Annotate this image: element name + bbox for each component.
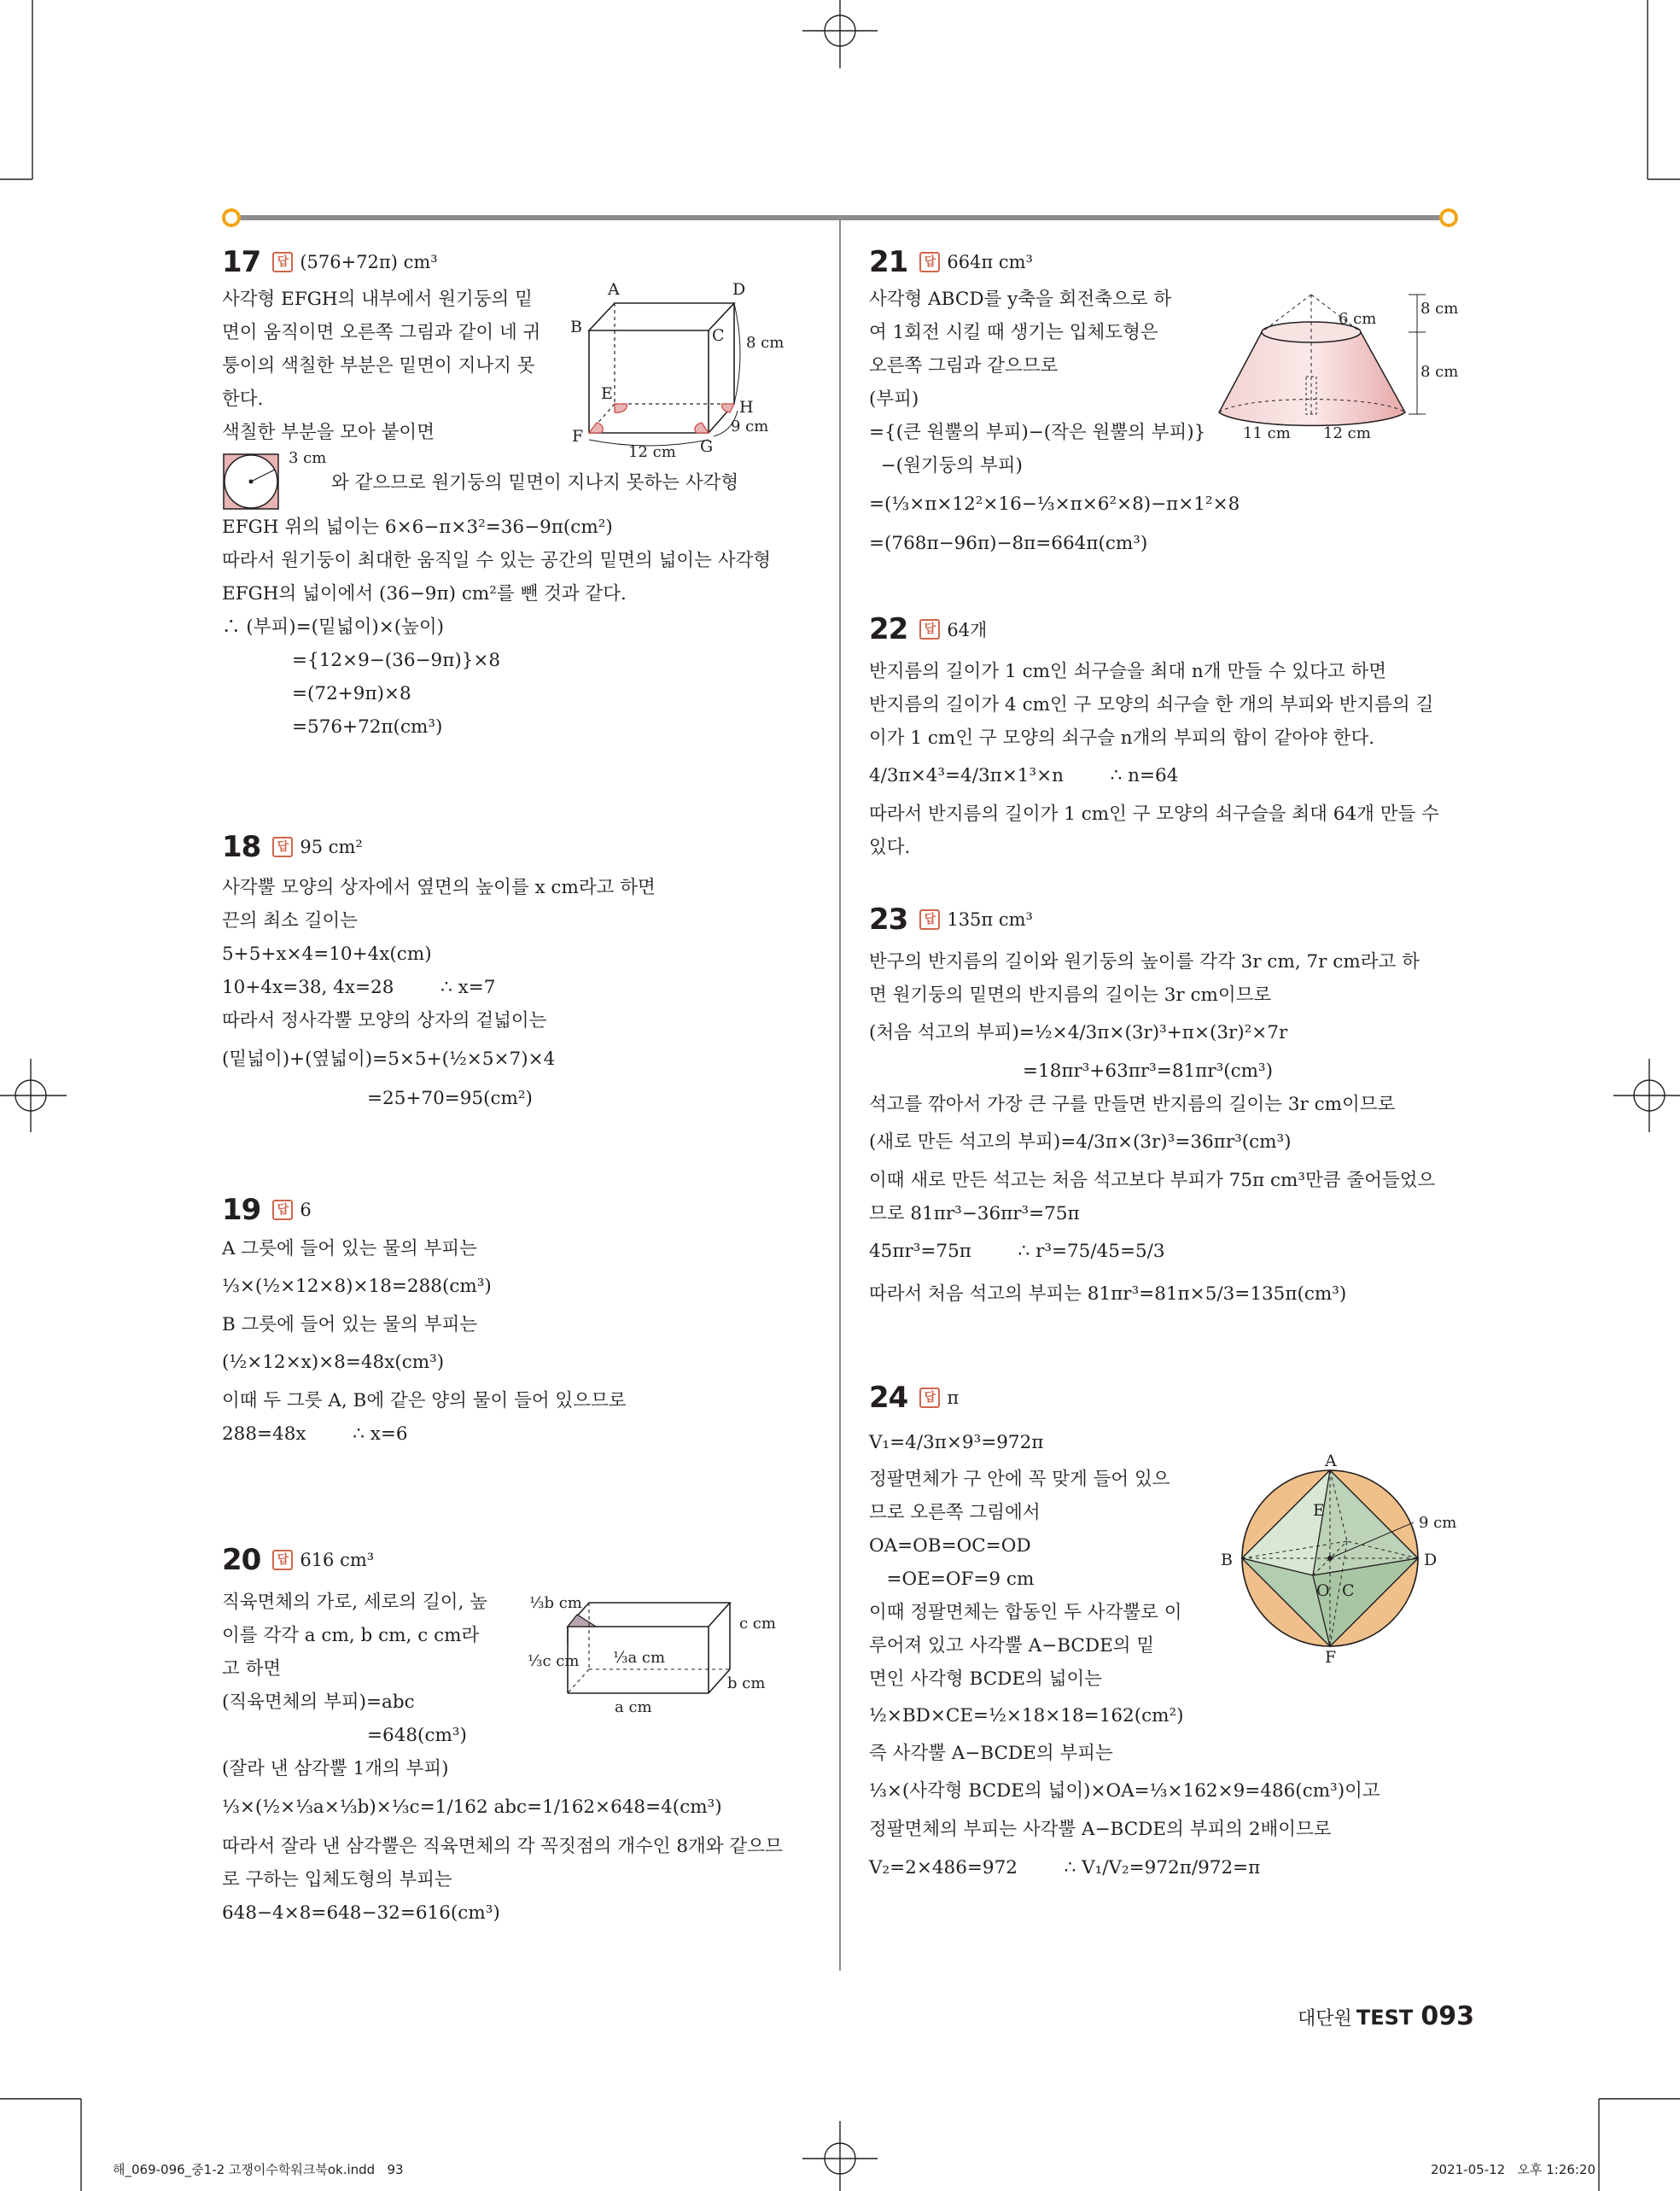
text-line: 면 원기둥의 밑면의 반지름의 길이는 3r cm이므로 bbox=[869, 984, 1272, 1006]
text-line: 퉁이의 색칠한 부분은 밑면이 지나지 못 bbox=[222, 355, 535, 377]
text-line: (처음 석고의 부피)=½×4/3π×(3r)³+π×(3r)²×7r bbox=[869, 1022, 1288, 1043]
answer-text: 664π cm³ bbox=[947, 252, 1033, 272]
text-line: 있다. bbox=[869, 837, 911, 858]
text-line: ½×BD×CE=½×18×18=162(cm²) bbox=[869, 1705, 1184, 1727]
text-line: 즉 사각뿔 A−BCDE의 부피는 bbox=[869, 1743, 1113, 1764]
text-line: =(768π−96π)−8π=664π(cm³) bbox=[869, 533, 1148, 554]
circle-in-square-figure bbox=[222, 453, 299, 514]
text-line: 오른쪽 그림과 같으므로 bbox=[869, 355, 1059, 377]
text-line: 따라서 처음 석고의 부피는 81πr³=81π×5/3=135π(cm³) bbox=[869, 1283, 1347, 1305]
answer-badge: 답 bbox=[272, 252, 293, 272]
column-divider bbox=[839, 220, 841, 1971]
depth-label: 9 cm bbox=[731, 418, 769, 435]
vertex-label: G bbox=[700, 437, 714, 456]
answer-text: (576+72π) cm³ bbox=[300, 252, 438, 272]
footer-test: TEST bbox=[1356, 2006, 1414, 2030]
answer-badge: 답 bbox=[919, 909, 940, 930]
radius-label: 9 cm bbox=[1419, 1514, 1457, 1532]
text-line: 반구의 반지름의 길이와 원기둥의 높이를 각각 3r cm, 7r cm라고 하 bbox=[869, 951, 1420, 973]
text-line: ∴ (부피)=(밑넓이)×(높이) bbox=[222, 616, 445, 638]
text-line: 10+4x=38, 4x=28 ∴ x=7 bbox=[222, 977, 496, 998]
answer-text: 616 cm³ bbox=[300, 1550, 375, 1570]
text-line: 이가 1 cm인 구 모양의 쇠구슬 n개의 부피의 합이 같아야 한다. bbox=[869, 727, 1375, 749]
page-number: 093 bbox=[1420, 2001, 1474, 2031]
cuboid-figure bbox=[529, 1594, 820, 1731]
vertex-label: E bbox=[1313, 1501, 1325, 1520]
vertex-label: A bbox=[1325, 1452, 1337, 1470]
text-line: V₁=4/3π×9³=972π bbox=[869, 1432, 1044, 1453]
text-line: (잘라 낸 삼각뿔 1개의 부피) bbox=[222, 1758, 449, 1779]
text-line: 면인 사각형 BCDE의 넓이는 bbox=[869, 1668, 1103, 1690]
dimension-label: a cm bbox=[615, 1698, 652, 1716]
problem-18 bbox=[222, 828, 820, 1115]
text-line: =25+70=95(cm²) bbox=[367, 1088, 533, 1109]
vertex-label: O bbox=[1316, 1581, 1330, 1600]
answer-text: 135π cm³ bbox=[947, 909, 1033, 930]
text-line: ={12×9−(36−9π)}×8 bbox=[292, 650, 501, 671]
text-line: V₂=2×486=972 ∴ V₁/V₂=972π/972=π bbox=[869, 1857, 1261, 1878]
slug-left: 해_069-096_중1-2 고쟁이수학워크북ok.indd 93 bbox=[113, 2162, 404, 2177]
text-line: ⅓×(½×⅓a×⅓b)×⅓c=1/162 abc=1/162×648=4(cm³) bbox=[222, 1797, 722, 1818]
height-label: 8 cm bbox=[746, 334, 785, 352]
frustum-figure bbox=[1210, 295, 1458, 448]
text-line: 따라서 원기둥이 최대한 움직일 수 있는 공간의 밑면의 넓이는 사각형 bbox=[222, 550, 772, 571]
text-line: 반지름의 길이가 4 cm인 구 모양의 쇠구슬 한 개의 부피와 반지름의 길 bbox=[869, 694, 1434, 716]
problem-number: 24 bbox=[869, 1381, 908, 1415]
page-footer bbox=[1298, 2001, 1474, 2031]
problem-number: 17 bbox=[222, 245, 261, 279]
text-line: −(원기둥의 부피) bbox=[869, 455, 1023, 476]
text-line: (½×12×x)×8=48x(cm³) bbox=[222, 1352, 445, 1373]
footer-label: 대단원 bbox=[1298, 2008, 1352, 2030]
vertex-label: F bbox=[1325, 1648, 1337, 1667]
text-line: 사각뿔 모양의 상자에서 옆면의 높이를 x cm라고 하면 bbox=[222, 877, 656, 898]
vertex-label: H bbox=[739, 398, 754, 417]
problem-21 bbox=[869, 243, 1458, 560]
text-line: 색칠한 부분을 모아 붙이면 bbox=[222, 422, 435, 443]
text-line: 직육면체의 가로, 세로의 길이, 높 bbox=[222, 1592, 488, 1613]
width-label: 12 cm bbox=[628, 443, 676, 461]
text-line: 사각형 EFGH의 내부에서 원기둥의 밑 bbox=[222, 289, 533, 310]
problem-24 bbox=[869, 1379, 1458, 1890]
text-line: 여 1회전 시킬 때 생기는 입체도형은 bbox=[869, 322, 1158, 343]
answer-badge: 답 bbox=[919, 1388, 940, 1408]
text-line: 고 하면 bbox=[222, 1658, 282, 1680]
text-line: (밑넓이)+(옆넓이)=5×5+(½×5×7)×4 bbox=[222, 1049, 556, 1070]
slug-right: 2021-05-12 오후 1:26:20 bbox=[1431, 2162, 1596, 2177]
vertex-label: C bbox=[712, 326, 725, 345]
text-line: 정팔면체의 부피는 사각뿔 A−BCDE의 부피의 2배이므로 bbox=[869, 1819, 1332, 1840]
text-line: 끈의 최소 길이는 bbox=[222, 910, 359, 932]
text-line: OA=OB=OC=OD bbox=[869, 1535, 1031, 1557]
vertex-label: D bbox=[1424, 1551, 1438, 1569]
dimension-label: 6 cm bbox=[1339, 310, 1377, 328]
answer-text: π bbox=[947, 1388, 960, 1408]
vertex-label: C bbox=[1342, 1581, 1355, 1600]
text-line: =OE=OF=9 cm bbox=[869, 1569, 1035, 1590]
text-line: 로 구하는 입체도형의 부피는 bbox=[222, 1869, 452, 1890]
text-line: ⅓×(사각형 BCDE의 넓이)×OA=⅓×162×9=486(cm³)이고 bbox=[869, 1780, 1380, 1802]
text-line: 반지름의 길이가 1 cm인 쇠구슬을 최대 n개 만들 수 있다고 하면 bbox=[869, 661, 1386, 682]
text-line: (새로 만든 석고의 부피)=4/3π×(3r)³=36πr³(cm³) bbox=[869, 1131, 1292, 1153]
text-line: EFGH 위의 넓이는 6×6−π×3²=36−9π(cm²) bbox=[222, 517, 613, 538]
dimension-label: 12 cm bbox=[1323, 424, 1371, 442]
text-line: 석고를 깎아서 가장 큰 구를 만들면 반지름의 길이는 3r cm이므로 bbox=[869, 1094, 1396, 1115]
text-line: 648−4×8=648−32=616(cm³) bbox=[222, 1902, 500, 1924]
text-line: 4/3π×4³=4/3π×1³×n ∴ n=64 bbox=[869, 765, 1179, 786]
text-line: 따라서 잘라 낸 삼각뿔은 직육면체의 각 꼭짓점의 개수인 8개와 같으므 bbox=[222, 1836, 783, 1857]
problem-number: 22 bbox=[869, 612, 908, 646]
problem-19 bbox=[222, 1191, 820, 1451]
answer-badge: 답 bbox=[272, 1200, 293, 1220]
text-line: (부피) bbox=[869, 389, 919, 410]
radius-label: 3 cm bbox=[289, 449, 327, 467]
dimension-label: 11 cm bbox=[1243, 424, 1291, 442]
rule-dot-right bbox=[1439, 208, 1458, 227]
text-line: ={(큰 원뿔의 부피)−(작은 원뿔의 부피)} bbox=[869, 422, 1206, 443]
text-line: 므로 81πr³−36πr³=75π bbox=[869, 1203, 1080, 1224]
text-line: 루어져 있고 사각뿔 A−BCDE의 밑 bbox=[869, 1635, 1155, 1656]
text-line: 한다. bbox=[222, 389, 264, 410]
text-line: 면이 움직이면 오른쪽 그림과 같이 네 귀 bbox=[222, 322, 541, 343]
text-line: =(72+9π)×8 bbox=[292, 683, 411, 704]
answer-text: 95 cm² bbox=[300, 837, 363, 857]
problem-23 bbox=[869, 901, 1458, 1316]
answer-text: 6 bbox=[300, 1200, 312, 1220]
dimension-label: ⅓b cm bbox=[529, 1594, 582, 1612]
problem-number: 20 bbox=[222, 1543, 261, 1577]
text-line: 와 같으므로 원기둥의 밑면이 지나지 못하는 사각형 bbox=[331, 472, 739, 494]
text-line: 288=48x ∴ x=6 bbox=[222, 1423, 408, 1445]
text-line: =18πr³+63πr³=81πr³(cm³) bbox=[1023, 1060, 1274, 1082]
text-line: 사각형 ABCD를 y축을 회전축으로 하 bbox=[869, 289, 1172, 310]
problem-number: 19 bbox=[222, 1193, 261, 1227]
octahedron-in-sphere-figure bbox=[1219, 1452, 1458, 1667]
problem-number: 18 bbox=[222, 830, 261, 864]
text-line: 45πr³=75π ∴ r³=75/45=5/3 bbox=[869, 1241, 1165, 1262]
text-line: EFGH의 넓이에서 (36−9π) cm²를 뺀 것과 같다. bbox=[222, 583, 627, 605]
text-line: =(⅓×π×12²×16−⅓×π×6²×8)−π×1²×8 bbox=[869, 494, 1240, 515]
answer-badge: 답 bbox=[272, 1550, 293, 1570]
vertex-label: A bbox=[608, 280, 620, 299]
problem-number: 21 bbox=[869, 245, 908, 279]
answer-text: 64개 bbox=[947, 620, 988, 640]
vertex-label: F bbox=[572, 427, 584, 446]
text-line: ⅓×(½×12×8)×18=288(cm³) bbox=[222, 1276, 492, 1297]
dimension-label: b cm bbox=[727, 1674, 766, 1692]
text-line: 정팔면체가 구 안에 꼭 맞게 들어 있으 bbox=[869, 1469, 1170, 1490]
text-line: =648(cm³) bbox=[367, 1725, 467, 1746]
text-line: =576+72π(cm³) bbox=[292, 716, 443, 738]
text-line: 이때 새로 만든 석고는 처음 석고보다 부피가 75π cm³만큼 줄어들었으 bbox=[869, 1170, 1436, 1191]
problem-22 bbox=[869, 611, 1458, 864]
problem-17 bbox=[222, 243, 820, 744]
dimension-label: 8 cm bbox=[1420, 300, 1459, 318]
text-line: 이를 각각 a cm, b cm, c cm라 bbox=[222, 1625, 480, 1646]
text-line: A 그릇에 들어 있는 물의 부피는 bbox=[222, 1238, 477, 1259]
text-line: 므로 오른쪽 그림에서 bbox=[869, 1502, 1041, 1523]
dimension-label: ⅓c cm bbox=[528, 1652, 580, 1670]
dimension-label: 8 cm bbox=[1420, 363, 1459, 381]
text-line: (직육면체의 부피)=abc bbox=[222, 1691, 415, 1713]
rule-dot-left bbox=[222, 208, 241, 227]
text-line: 따라서 정사각뿔 모양의 상자의 겉넓이는 bbox=[222, 1010, 547, 1031]
answer-badge: 답 bbox=[919, 252, 940, 272]
answer-badge: 답 bbox=[919, 619, 940, 640]
problem-number: 23 bbox=[869, 903, 908, 937]
answer-badge: 답 bbox=[272, 837, 293, 857]
box-figure bbox=[563, 280, 811, 465]
dimension-label: ⅓a cm bbox=[613, 1649, 666, 1667]
text-line: 5+5+x×4=10+4x(cm) bbox=[222, 944, 432, 965]
dimension-label: c cm bbox=[739, 1615, 776, 1633]
vertex-label: B bbox=[1221, 1551, 1233, 1569]
text-line: 이때 정팔면체는 합동인 두 사각뿔로 이 bbox=[869, 1602, 1182, 1623]
vertex-label: D bbox=[732, 280, 746, 299]
text-line: 따라서 반지름의 길이가 1 cm인 구 모양의 쇠구슬을 최대 64개 만들 수 bbox=[869, 803, 1439, 825]
text-line: 이때 두 그릇 A, B에 같은 양의 물이 들어 있으므로 bbox=[222, 1390, 627, 1411]
vertex-label: B bbox=[570, 318, 582, 336]
text-line: B 그릇에 들어 있는 물의 부피는 bbox=[222, 1314, 478, 1335]
problem-20 bbox=[222, 1541, 820, 1930]
vertex-label: E bbox=[601, 384, 613, 403]
